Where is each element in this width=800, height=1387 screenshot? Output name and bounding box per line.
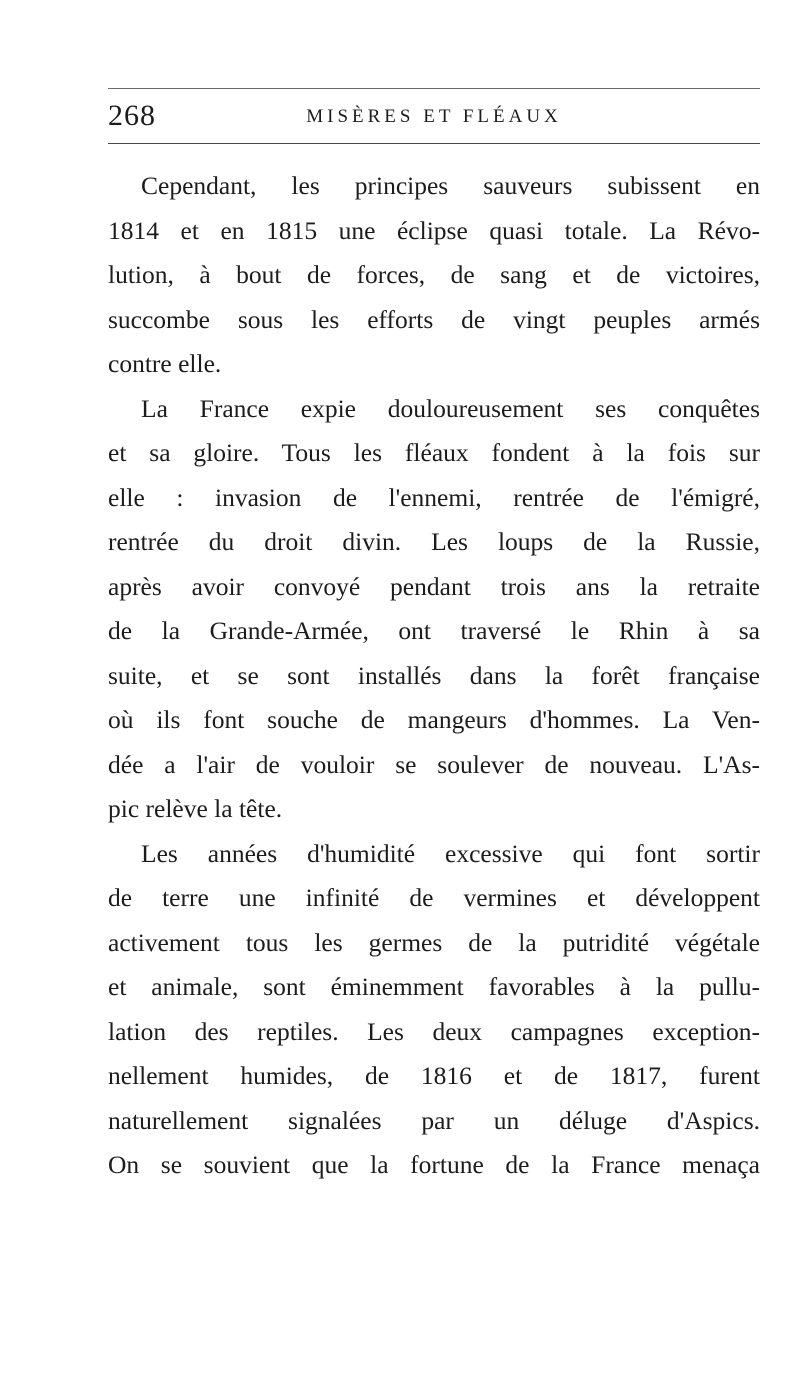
text-line: Les années d'humidité excessive qui font sortir [141, 838, 760, 868]
text-line: lation des reptiles. Les deux campagnes exception- [108, 1016, 760, 1046]
paragraph-2 [108, 387, 760, 832]
text-line: de la Grande-Armée, ont traversé le Rhin à sa [108, 616, 760, 645]
text-line: rentrée du droit divin. Les loups de la Russie, [108, 527, 760, 556]
page-number: 268 [108, 99, 156, 132]
text-line: où ils font souche de mangeurs d'hommes. La Ven- [108, 705, 760, 734]
text-line: lution, à bout de forces, de sang et de victoires, [108, 260, 760, 289]
text-line: de terre une infinité de vermines et développent [108, 883, 760, 912]
text-line: naturellement signalées par un déluge d'Aspics. [108, 1105, 760, 1135]
header-rule-bottom [108, 143, 760, 144]
paragraph-1 [108, 164, 760, 387]
paragraph-3 [108, 832, 760, 1188]
text-line: après avoir convoyé pendant trois ans la retraite [108, 571, 760, 601]
text-line: elle : invasion de l'ennemi, rentrée de l'émigré, [108, 482, 760, 512]
text-line: On se souvient que la fortune de la France menaça [108, 1150, 760, 1179]
text-line: 1814 et en 1815 une éclipse quasi totale. La Révo- [108, 215, 760, 245]
text-line: contre elle. [108, 349, 222, 378]
text-line: Cependant, les principes sauveurs subissent en [141, 171, 760, 200]
text-line: activement tous les germes de la putridité végétale [108, 927, 760, 957]
text-line: suite, et se sont installés dans la forêt française [108, 660, 760, 690]
header-rule-top [108, 88, 760, 89]
page-header [108, 96, 760, 136]
running-title: MISÈRES ET FLÉAUX [306, 106, 562, 127]
body-text [108, 164, 760, 1188]
text-line: et sa gloire. Tous les fléaux fondent à la fois sur [108, 438, 760, 467]
text-line: et animale, sont éminemment favorables à la pullu- [108, 972, 760, 1001]
text-line: nellement humides, de 1816 et de 1817, furent [108, 1061, 760, 1090]
text-line: pic relève la tête. [108, 794, 283, 823]
text-line: La France expie douloureusement ses conquêtes [141, 393, 760, 423]
text-line: dée a l'air de vouloir se soulever de nouveau. L'As- [108, 749, 760, 779]
text-line: succombe sous les efforts de vingt peuples armés [108, 304, 760, 334]
